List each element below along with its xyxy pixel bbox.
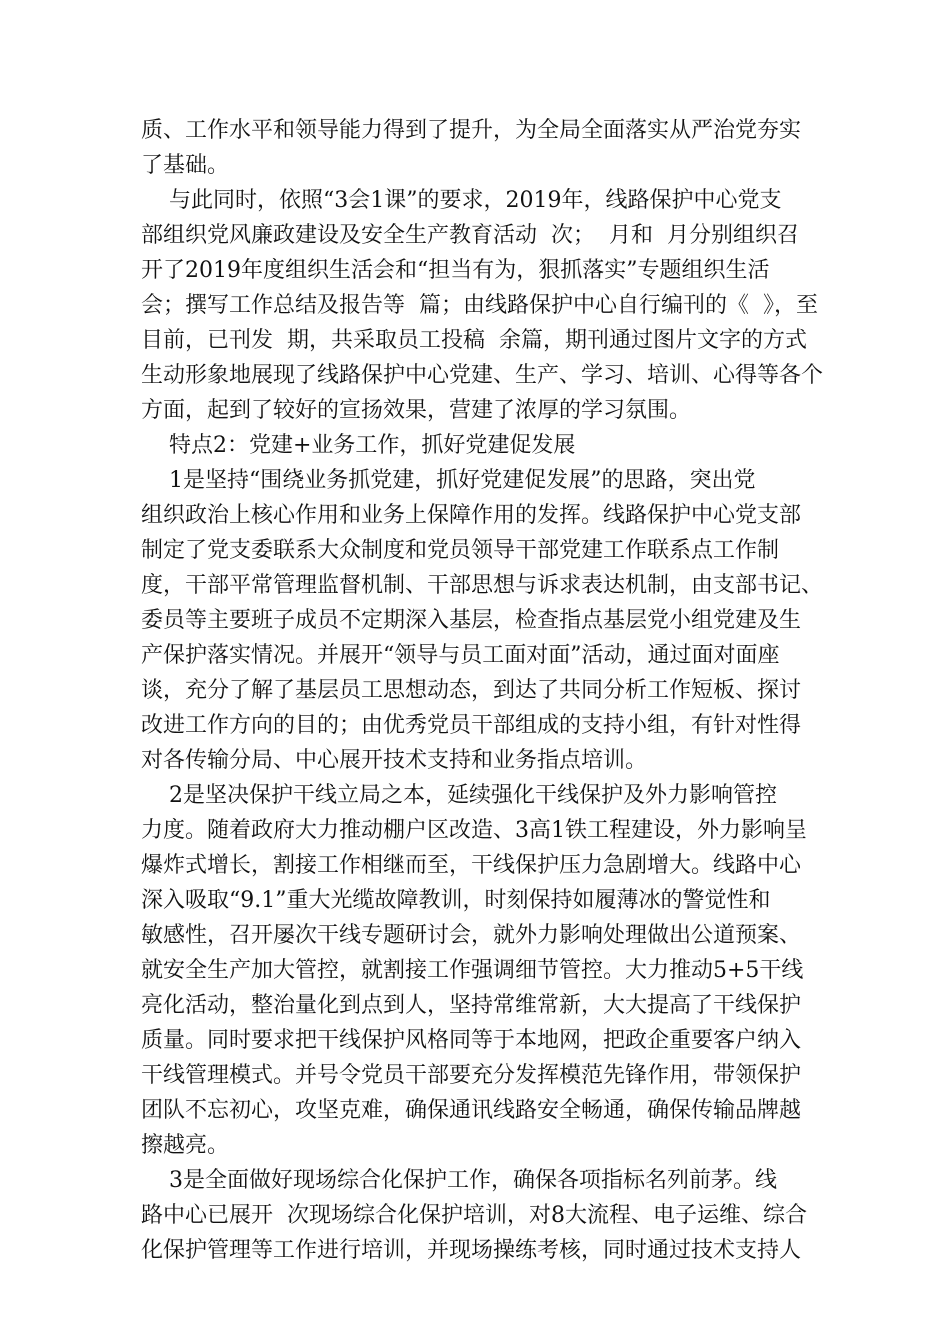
section-heading: 特点2：党建+业务工作，抓好党建促发展 (141, 433, 576, 458)
document-body (141, 113, 824, 1268)
text-line: 深入吸取“9.1”重大光缆故障教训，时刻保持如履薄冰的警觉性和 (141, 888, 771, 913)
text-line: 爆炸式增长，割接工作相继而至，干线保护压力急剧增大。线路中心 (141, 853, 802, 878)
text-line: 路中心已展开 次现场综合化保护培训，对8大流程、电子运维、综合 (141, 1203, 807, 1228)
text-line: 化保护管理等工作进行培训，并现场操练考核，同时通过技术支持人 (141, 1238, 802, 1263)
text-line: 质量。同时要求把干线保护风格同等于本地网，把政企重要客户纳入 (141, 1028, 802, 1053)
text-line: 了基础。 (141, 153, 230, 178)
text-line: 会；撰写工作总结及报告等 篇；由线路保护中心自行编刊的《 》，至 (141, 293, 818, 318)
text-line: 方面，起到了较好的宣扬效果，营建了浓厚的学习氛围。 (141, 398, 692, 423)
text-line: 亮化活动，整治量化到点到人，坚持常维常新，大大提高了干线保护 (141, 993, 802, 1018)
text-line: 产保护落实情况。并展开“领导与员工面对面”活动，通过面对面座 (141, 643, 780, 668)
text-line: 擦越亮。 (141, 1133, 230, 1158)
text-line: 度，干部平常管理监督机制、干部思想与诉求表达机制，由支部书记、 (141, 573, 824, 598)
text-line: 生动形象地展现了线路保护中心党建、生产、学习、培训、心得等各个 (141, 363, 824, 388)
text-line: 开了2019年度组织生活会和“担当有为，狠抓落实”专题组织生活 (141, 258, 770, 283)
text-line: 就安全生产加大管控，就割接工作强调细节管控。大力推动5+5干线 (141, 958, 804, 983)
text-line: 干线管理模式。并号令党员干部要充分发挥模范先锋作用，带领保护 (141, 1063, 802, 1088)
paragraph-first-line: 2是坚决保护干线立局之本，延续强化干线保护及外力影响管控 (141, 783, 777, 808)
paragraph-first-line: 与此同时，依照“3会1课”的要求，2019年，线路保护中心党支 (141, 188, 782, 213)
text-line: 敏感性，召开屡次干线专题研讨会，就外力影响处理做出公道预案、 (141, 923, 802, 948)
text-line: 部组织党风廉政建设及安全生产教育活动 次； 月和 月分别组织召 (141, 223, 799, 248)
paragraph-first-line: 1是坚持“围绕业务抓党建，抓好党建促发展”的思路，突出党 (141, 468, 756, 493)
text-line: 力度。随着政府大力推动棚户区改造、3高1铁工程建设，外力影响呈 (141, 818, 807, 843)
text-line: 质、工作水平和领导能力得到了提升，为全局全面落实从严治党夯实 (141, 118, 802, 143)
text-line: 改进工作方向的目的；由优秀党员干部组成的支持小组，有针对性得 (141, 713, 802, 738)
text-line: 制定了党支委联系大众制度和党员领导干部党建工作联系点工作制 (141, 538, 780, 563)
text-line: 对各传输分局、中心展开技术支持和业务指点培训。 (141, 748, 648, 773)
text-line: 谈，充分了解了基层员工思想动态，到达了共同分析工作短板、探讨 (141, 678, 802, 703)
text-line: 团队不忘初心，攻坚克难，确保通讯线路安全畅通，确保传输品牌越 (141, 1098, 802, 1123)
text-line: 组织政治上核心作用和业务上保障作用的发挥。线路保护中心党支部 (141, 503, 802, 528)
text-line: 目前，已刊发 期，共采取员工投稿 余篇，期刊通过图片文字的方式 (141, 328, 807, 353)
text-line: 委员等主要班子成员不定期深入基层，检查指点基层党小组党建及生 (141, 608, 802, 633)
paragraph-first-line: 3是全面做好现场综合化保护工作，确保各项指标名列前茅。线 (141, 1168, 777, 1193)
